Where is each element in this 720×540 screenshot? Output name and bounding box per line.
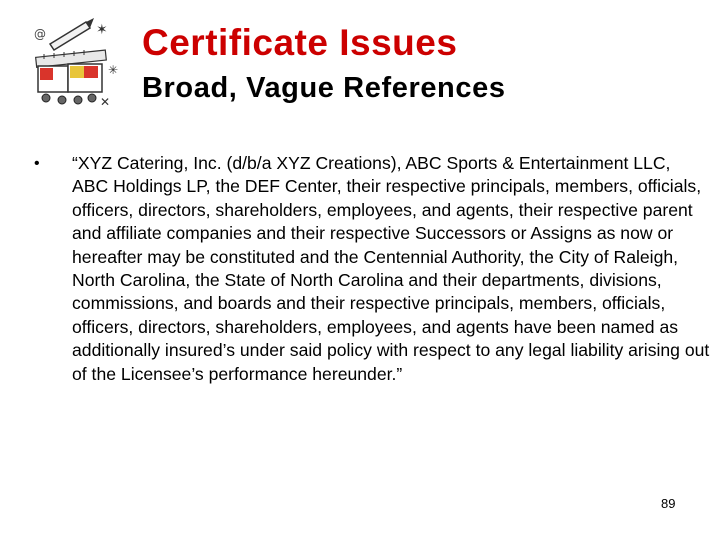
svg-text:✶: ✶ — [96, 22, 108, 38]
slide-subtitle: Broad, Vague References — [142, 72, 506, 104]
slide-title: Certificate Issues — [142, 22, 458, 63]
svg-text:✕: ✕ — [100, 95, 111, 109]
svg-text:@: @ — [34, 27, 46, 41]
svg-text:✳: ✳ — [108, 63, 119, 77]
bullet-text: “XYZ Catering, Inc. (d/b/a XYZ Creations), ABC Sports & Entertainment LLC, ABC Holdings LP, the DEF Center, their respective principals, members, officials, officers, directors, shareholders, employees, and agents, their respective parent and affiliate companies and their respective Successors or Assigns as now or hereafter may be constituted and the Centennial Authority, the City of Raleigh, North Carolina, the State of North Carolina and their departments, divisions, commissions, and boards and their respective principals, members, officials, officers, directors, shareholders, employees, and agents have been named as additionally insured’s under said policy with respect to any legal liability arising out of the Licensee’s performance hereunder.” — [72, 153, 710, 384]
slide-body — [34, 152, 714, 386]
bullet-item — [34, 152, 714, 386]
page-number: 89 — [661, 496, 676, 511]
bullet-marker: • — [34, 155, 40, 172]
tools-clipart-icon — [28, 14, 128, 110]
